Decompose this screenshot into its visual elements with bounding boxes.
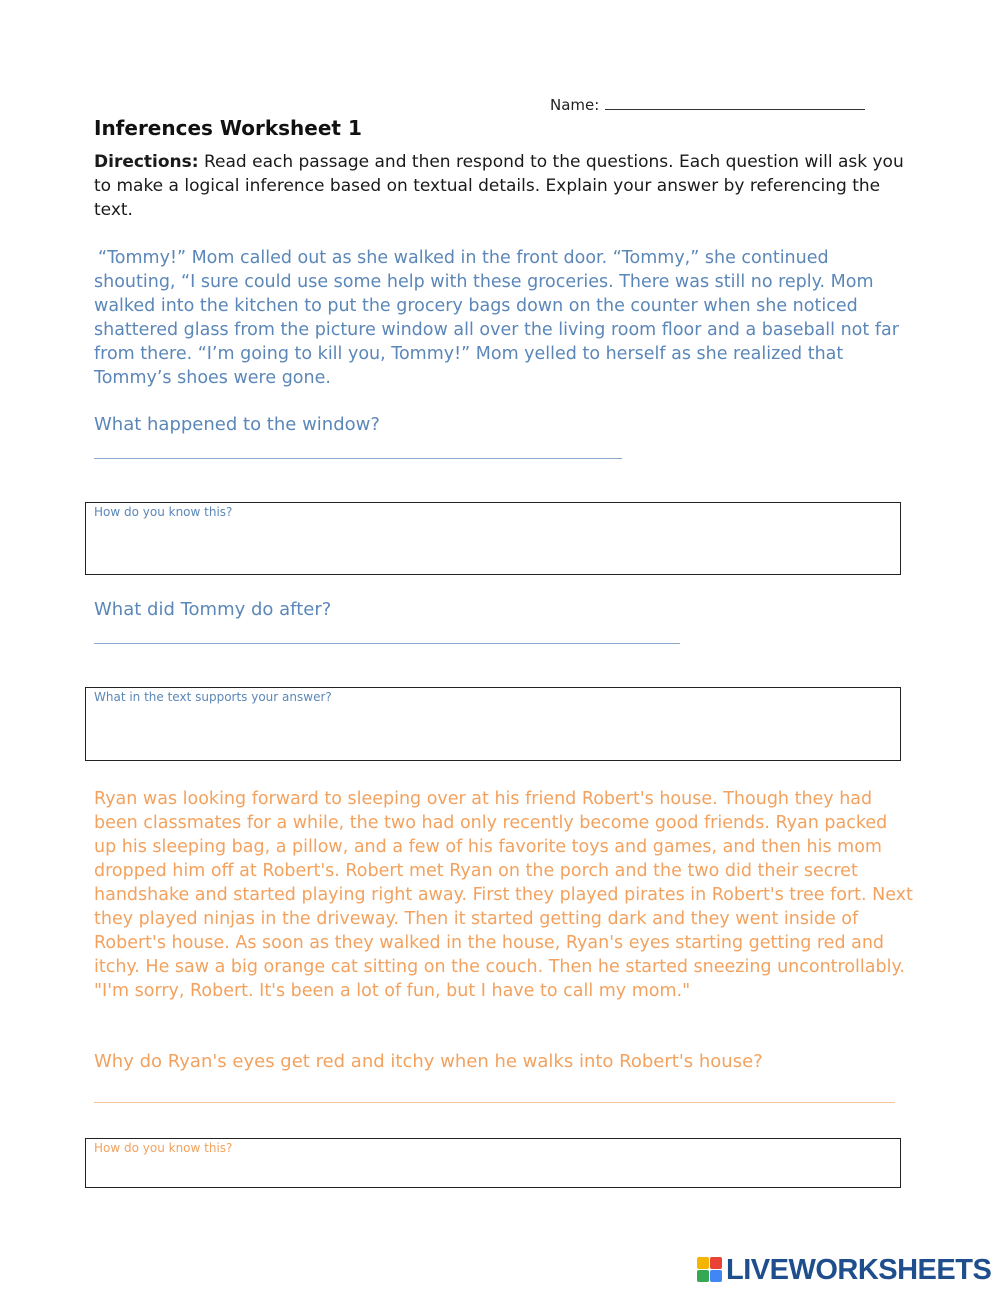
logo-text: LIVEWORKSHEETS	[726, 1253, 992, 1286]
liveworksheets-blocks-icon	[697, 1257, 723, 1283]
passage-1-text: “Tommy!” Mom called out as she walked in the front door. “Tommy,” she continued shouting, “I sure could use some help with these groceries. There was still no reply. Mom walked into the kitchen to put the grocery bags down on the counter when she noticed shattered glass from the picture window all over the living room floor and a baseball not far from there. “I’m going to kill you, Tommy!” Mom yelled to herself as she realized that Tommy’s shoes were gone.	[94, 248, 899, 388]
answer-box-label: How do you know this?	[94, 1141, 233, 1155]
question-ryan-eyes: Why do Ryan's eyes get red and itchy when he walks into Robert's house?	[94, 1051, 763, 1072]
directions	[94, 150, 914, 222]
passage-2-text: Ryan was looking forward to sleeping over at his friend Robert's house. Though they had been classmates for a while, the two had only recently become good friends. Ryan packed up his sleeping bag, a pillow, and a few of his favorite toys and games, and then his mom dropped him off at Robert's. Robert met Ryan on the porch and the two did their secret handshake and started playing right away. First they played pirates in Robert's tree fort. Next they played ninjas in the driveway. Then it started getting dark and they went inside of Robert's house. As soon as they walked in the house, Ryan's eyes starting getting red and itchy. He saw a big orange cat sitting on the couch. Then he started sneezing uncontrollably. "I'm sorry, Robert. It's been a lot of fun, but I have to call my mom."	[94, 789, 913, 1001]
question-tommy-after: What did Tommy do after?	[94, 599, 332, 620]
answer-box-label: What in the text supports your answer?	[94, 690, 332, 704]
answer-box-how-know[interactable]	[85, 502, 901, 575]
answer-box-label: How do you know this?	[94, 505, 233, 519]
answer-line-ryan-eyes[interactable]	[94, 1102, 895, 1103]
worksheet-title: Inferences Worksheet 1	[94, 116, 362, 140]
answer-line-tommy-after[interactable]	[94, 643, 680, 644]
answer-line-window[interactable]	[94, 458, 622, 459]
name-label: Name:	[550, 96, 600, 114]
directions-text: Read each passage and then respond to the questions. Each question will ask you to make a logical inference based on textual details. Explain your answer by referencing the text.	[94, 152, 904, 220]
directions-label: Directions:	[94, 152, 199, 172]
name-input-line[interactable]	[605, 95, 865, 110]
answer-box-text-support[interactable]	[85, 687, 901, 761]
question-window: What happened to the window?	[94, 414, 380, 435]
answer-box-how-know-2[interactable]	[85, 1138, 901, 1188]
name-field-row	[550, 95, 865, 114]
liveworksheets-logo	[697, 1255, 991, 1285]
